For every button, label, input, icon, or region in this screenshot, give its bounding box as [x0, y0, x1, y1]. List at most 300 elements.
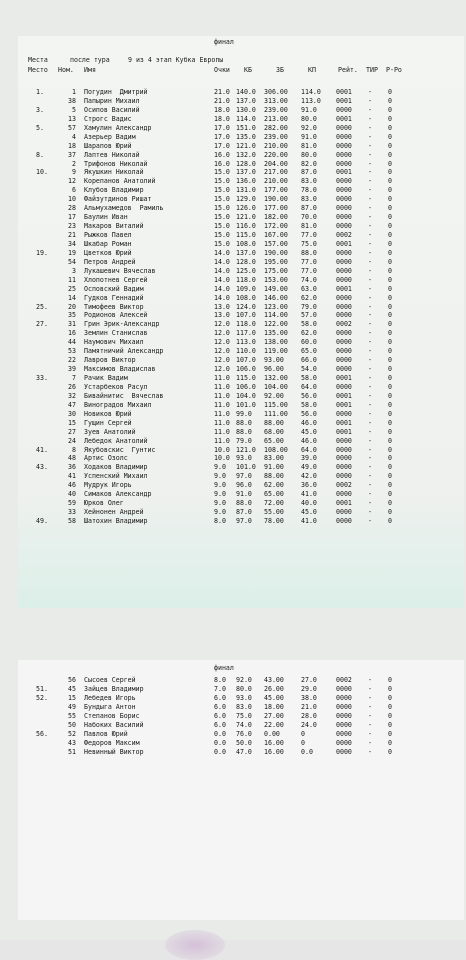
cell-name: Лебедок Анатолий: [84, 436, 148, 445]
cell-name: Корепанов Анатолий: [84, 177, 156, 186]
cell-rating: 0000: [336, 720, 352, 729]
cell-rr: 0: [388, 436, 392, 445]
cell-points: 15.0: [214, 213, 230, 222]
cell-points: 15.0: [214, 195, 230, 204]
place-col-header: Место: [28, 66, 48, 74]
background-blur: [165, 930, 225, 960]
cell-tir: -: [368, 195, 372, 204]
cell-rr: 0: [388, 702, 392, 711]
table-row: [18, 311, 464, 320]
cell-tir: -: [368, 204, 372, 213]
table-row: [18, 267, 464, 276]
cell-rating: 0000: [336, 702, 352, 711]
cell-rating: 0000: [336, 747, 352, 756]
cell-kp: 58.0: [301, 400, 317, 409]
cell-rr: 0: [388, 365, 392, 374]
cell-kp: 63.0: [301, 284, 317, 293]
cell-kb: 137.0: [236, 96, 256, 105]
cell-zb: 313.00: [264, 96, 288, 105]
cell-rr: 0: [388, 88, 392, 96]
cell-rr: 0: [388, 248, 392, 257]
cell-tir: -: [368, 239, 372, 248]
cell-zb: 167.00: [264, 231, 288, 239]
cell-kp: 36.0: [301, 481, 317, 490]
cell-kb: 129.0: [236, 195, 256, 204]
cell-kb: 88.0: [236, 427, 252, 436]
cell-kb: 50.0: [236, 738, 252, 747]
table-row: [18, 329, 464, 338]
cell-kp: 114.0: [301, 88, 321, 96]
table-row: [18, 392, 464, 401]
cell-rr: 0: [388, 738, 392, 747]
cell-tir: -: [368, 231, 372, 239]
cell-rr: 0: [388, 186, 392, 195]
cell-zb: 175.00: [264, 266, 288, 275]
cell-rating: 0000: [336, 338, 352, 347]
cell-rr: 0: [388, 275, 392, 284]
table-row: [18, 365, 464, 374]
cell-zb: 114.00: [264, 311, 288, 320]
cell-rr: 0: [388, 676, 392, 684]
cell-points: 16.0: [214, 150, 230, 159]
cell-rating: 0000: [336, 213, 352, 222]
cell-kp: 74.0: [301, 275, 317, 284]
cell-points: 12.0: [214, 338, 230, 347]
cell-kb: 101.0: [236, 463, 256, 472]
cell-zb: 306.00: [264, 88, 288, 96]
cell-points: 15.0: [214, 204, 230, 213]
cell-number: 44: [68, 338, 76, 347]
cell-rating: 0000: [336, 177, 352, 186]
cell-kb: 76.0: [236, 729, 252, 738]
table-row: [18, 472, 464, 481]
cell-zb: 92.00: [264, 391, 284, 400]
cell-kp: 65.0: [301, 347, 317, 356]
cell-number: 31: [68, 320, 76, 329]
cell-kp: 80.0: [301, 114, 317, 123]
cell-rating: 0001: [336, 391, 352, 400]
table-row: [18, 347, 464, 356]
cell-number: 4: [72, 132, 76, 141]
cell-rating: 0000: [336, 105, 352, 114]
cell-name: Родионов Алексей: [84, 311, 148, 320]
cell-points: 6.0: [214, 711, 226, 720]
cell-rating: 0000: [336, 356, 352, 365]
cell-points: 21.0: [214, 88, 230, 96]
cell-tir: -: [368, 284, 372, 293]
cell-kb: 128.0: [236, 159, 256, 168]
cell-rr: 0: [388, 684, 392, 693]
cell-tir: -: [368, 463, 372, 472]
cell-rr: 0: [388, 266, 392, 275]
cell-rating: 0001: [336, 374, 352, 382]
cell-place: 3.: [36, 105, 44, 114]
table-row: [18, 124, 464, 133]
cell-place: 27.: [36, 320, 48, 329]
cell-points: 15.0: [214, 231, 230, 239]
cell-rr: 0: [388, 114, 392, 123]
cell-number: 27: [68, 427, 76, 436]
cell-kb: 107.0: [236, 356, 256, 365]
cell-kb: 130.0: [236, 105, 256, 114]
cell-number: 19: [68, 248, 76, 257]
cell-kb: 126.0: [236, 204, 256, 213]
cell-kp: 62.0: [301, 293, 317, 302]
table-row: [18, 730, 464, 739]
cell-number: 22: [68, 356, 76, 365]
cell-place: 1.: [36, 88, 44, 96]
cell-rating: 0000: [336, 123, 352, 132]
cell-kb: 116.0: [236, 222, 256, 231]
cell-number: 26: [68, 382, 76, 391]
cell-place: 43.: [36, 463, 48, 472]
cell-name: Гудков Геннадий: [84, 293, 144, 302]
cell-number: 8: [72, 445, 76, 454]
cell-zb: 22.00: [264, 720, 284, 729]
cell-number: 43: [68, 738, 76, 747]
cell-rating: 0000: [336, 684, 352, 693]
table-row: [18, 97, 464, 106]
cell-rating: 0000: [336, 222, 352, 231]
cell-kb: 128.0: [236, 257, 256, 266]
cell-rr: 0: [388, 499, 392, 508]
cell-number: 15: [68, 418, 76, 427]
cell-zb: 115.00: [264, 400, 288, 409]
cell-tir: -: [368, 684, 372, 693]
cell-number: 39: [68, 365, 76, 374]
table-row: [18, 463, 464, 472]
cell-number: 15: [68, 693, 76, 702]
cell-number: 56: [68, 676, 76, 684]
cell-kb: 132.0: [236, 150, 256, 159]
cell-points: 11.0: [214, 436, 230, 445]
cell-name: Набоких Василий: [84, 720, 144, 729]
cell-points: 14.0: [214, 248, 230, 257]
cell-rating: 0001: [336, 499, 352, 508]
cell-tir: -: [368, 374, 372, 382]
cell-name: Лаптев Николай: [84, 150, 140, 159]
cell-rr: 0: [388, 195, 392, 204]
cell-points: 11.0: [214, 409, 230, 418]
cell-kp: 39.0: [301, 454, 317, 463]
cell-rr: 0: [388, 105, 392, 114]
cell-kb: 91.0: [236, 490, 252, 499]
cell-number: 55: [68, 711, 76, 720]
cell-kb: 121.0: [236, 445, 256, 454]
cell-zb: 190.00: [264, 195, 288, 204]
cell-points: 10.0: [214, 454, 230, 463]
cell-rr: 0: [388, 418, 392, 427]
cell-points: 12.0: [214, 347, 230, 356]
cell-zb: 220.00: [264, 150, 288, 159]
cell-kb: 135.0: [236, 132, 256, 141]
cell-points: 6.0: [214, 720, 226, 729]
cell-tir: -: [368, 747, 372, 756]
cell-name: Погудин Дмитрий: [84, 88, 148, 96]
cell-tir: -: [368, 347, 372, 356]
cell-points: 13.0: [214, 311, 230, 320]
cell-tir: -: [368, 141, 372, 150]
cell-points: 12.0: [214, 356, 230, 365]
cell-kp: 113.0: [301, 96, 321, 105]
cell-kp: 38.0: [301, 693, 317, 702]
cell-number: 24: [68, 436, 76, 445]
cell-zb: 190.00: [264, 248, 288, 257]
cell-tir: -: [368, 114, 372, 123]
cell-rating: 0000: [336, 365, 352, 374]
cell-tir: -: [368, 382, 372, 391]
cell-zb: 96.00: [264, 365, 284, 374]
cell-points: 18.0: [214, 105, 230, 114]
cell-place: 52.: [36, 693, 48, 702]
cell-rating: 0000: [336, 409, 352, 418]
cell-kp: 29.0: [301, 684, 317, 693]
cell-place: 33.: [36, 374, 48, 382]
cell-tir: -: [368, 320, 372, 329]
cell-rating: 0001: [336, 88, 352, 96]
cell-number: 51: [68, 747, 76, 756]
cell-zb: 91.00: [264, 463, 284, 472]
cell-tir: -: [368, 517, 372, 525]
table-row: [18, 685, 464, 694]
cell-name: Новиков Юрий: [84, 409, 132, 418]
table-row: [18, 186, 464, 195]
cell-points: 8.0: [214, 676, 226, 684]
cell-points: 12.0: [214, 329, 230, 338]
cell-tir: -: [368, 356, 372, 365]
cell-name: Трифонов Николай: [84, 159, 148, 168]
cell-name: Симаков Александр: [84, 490, 152, 499]
cell-name: Зуев Анатолий: [84, 427, 136, 436]
cell-tir: -: [368, 436, 372, 445]
cell-tir: -: [368, 123, 372, 132]
cell-kp: 64.0: [301, 445, 317, 454]
cell-points: 9.0: [214, 490, 226, 499]
cell-kp: 64.0: [301, 382, 317, 391]
cell-kp: 78.0: [301, 186, 317, 195]
table-row: [18, 88, 464, 97]
cell-kb: 79.0: [236, 436, 252, 445]
cell-name: Якушкин Николай: [84, 168, 144, 177]
cell-rr: 0: [388, 257, 392, 266]
cell-zb: 65.00: [264, 490, 284, 499]
cell-tir: -: [368, 311, 372, 320]
cell-name: Клубов Владимир: [84, 186, 144, 195]
cell-zb: 104.00: [264, 382, 288, 391]
cell-rating: 0000: [336, 508, 352, 517]
cell-zb: 182.00: [264, 213, 288, 222]
cell-kp: 57.0: [301, 311, 317, 320]
cell-name: Успенский Михаил: [84, 472, 148, 481]
cell-kb: 151.0: [236, 123, 256, 132]
cell-name: Памятничий Александр: [84, 347, 164, 356]
cell-kp: 91.0: [301, 105, 317, 114]
cell-rating: 0000: [336, 159, 352, 168]
cell-points: 7.0: [214, 684, 226, 693]
table-row: [18, 195, 464, 204]
cell-zb: 132.00: [264, 374, 288, 382]
cell-number: 36: [68, 463, 76, 472]
cell-zb: 122.00: [264, 320, 288, 329]
cell-name: Лебедев Игорь: [84, 693, 136, 702]
cell-rr: 0: [388, 454, 392, 463]
cell-number: 53: [68, 347, 76, 356]
cell-rating: 0002: [336, 231, 352, 239]
cell-points: 14.0: [214, 284, 230, 293]
cell-tir: -: [368, 729, 372, 738]
table-row: [18, 177, 464, 186]
cell-tir: -: [368, 177, 372, 186]
cell-number: 7: [72, 374, 76, 382]
cell-kp: 81.0: [301, 141, 317, 150]
results-page-1: [18, 36, 464, 608]
cell-zb: 146.00: [264, 293, 288, 302]
table-row: [18, 231, 464, 240]
cell-number: 21: [68, 231, 76, 239]
cell-number: 14: [68, 293, 76, 302]
cell-kb: 136.0: [236, 177, 256, 186]
cell-rating: 0002: [336, 481, 352, 490]
cell-rating: 0000: [336, 248, 352, 257]
cell-kb: 87.0: [236, 508, 252, 517]
cell-kp: 45.0: [301, 427, 317, 436]
cell-tir: -: [368, 213, 372, 222]
rating-col-header: Рейт.: [338, 66, 358, 74]
cell-points: 17.0: [214, 123, 230, 132]
cell-tir: -: [368, 693, 372, 702]
cell-number: 37: [68, 150, 76, 159]
cell-tir: -: [368, 186, 372, 195]
cell-rating: 0000: [336, 257, 352, 266]
cell-rr: 0: [388, 747, 392, 756]
cell-name: Азерьер Вадим: [84, 132, 136, 141]
cell-place: 10.: [36, 168, 48, 177]
cell-rating: 0000: [336, 445, 352, 454]
cell-rr: 0: [388, 720, 392, 729]
cell-points: 11.0: [214, 391, 230, 400]
cell-name: Юрков Олег: [84, 499, 124, 508]
cell-rating: 0000: [336, 302, 352, 311]
cell-place: 56.: [36, 729, 48, 738]
cell-number: 10: [68, 195, 76, 204]
cell-rr: 0: [388, 517, 392, 525]
cell-points: 15.0: [214, 222, 230, 231]
cell-name: Бундыга Антон: [84, 702, 136, 711]
cell-kb: 121.0: [236, 141, 256, 150]
cell-number: 6: [72, 186, 76, 195]
cell-name: Павлов Юрий: [84, 729, 128, 738]
cell-rating: 0000: [336, 463, 352, 472]
cell-rating: 0001: [336, 114, 352, 123]
cell-number: 16: [68, 329, 76, 338]
cell-kp: 27.0: [301, 676, 317, 684]
table-row: [18, 356, 464, 365]
kp-col-header: КП: [308, 66, 316, 74]
cell-zb: 149.00: [264, 284, 288, 293]
cell-name: Хейнонен Андрей: [84, 508, 144, 517]
cell-points: 12.0: [214, 320, 230, 329]
cell-zb: 239.00: [264, 105, 288, 114]
cell-zb: 62.00: [264, 481, 284, 490]
after-round-label: после тура: [70, 56, 110, 64]
cell-kp: 0: [301, 729, 305, 738]
cell-points: 8.0: [214, 517, 226, 525]
cell-rr: 0: [388, 177, 392, 186]
cell-rating: 0000: [336, 186, 352, 195]
cell-rr: 0: [388, 445, 392, 454]
cell-kp: 56.0: [301, 391, 317, 400]
cell-points: 13.0: [214, 302, 230, 311]
cell-tir: -: [368, 738, 372, 747]
cell-rating: 0001: [336, 96, 352, 105]
cell-kb: 104.0: [236, 391, 256, 400]
cell-kp: 83.0: [301, 195, 317, 204]
cell-tir: -: [368, 427, 372, 436]
cell-rr: 0: [388, 729, 392, 738]
table-row: [18, 694, 464, 703]
table-surface: [0, 940, 466, 960]
cell-rating: 0000: [336, 693, 352, 702]
cell-kp: 79.0: [301, 302, 317, 311]
cell-points: 10.0: [214, 445, 230, 454]
cell-kp: 46.0: [301, 436, 317, 445]
cell-kp: 28.0: [301, 711, 317, 720]
table-row: [18, 168, 464, 177]
table-row: [18, 454, 464, 463]
cell-points: 16.0: [214, 159, 230, 168]
cell-tir: -: [368, 481, 372, 490]
cell-rating: 0000: [336, 517, 352, 525]
cell-kp: 60.0: [301, 338, 317, 347]
table-row: [18, 517, 464, 526]
cell-number: 54: [68, 257, 76, 266]
cell-zb: 55.00: [264, 508, 284, 517]
name-col-header: Имя: [84, 66, 96, 74]
cell-kb: 110.0: [236, 347, 256, 356]
cell-points: 11.0: [214, 382, 230, 391]
cell-number: 58: [68, 517, 76, 525]
cell-tir: -: [368, 275, 372, 284]
table-row: [18, 115, 464, 124]
cell-rr: 0: [388, 320, 392, 329]
cell-place: 19.: [36, 248, 48, 257]
cell-rating: 0000: [336, 711, 352, 720]
cell-number: 3: [72, 266, 76, 275]
cell-zb: 93.00: [264, 356, 284, 365]
table-row: [18, 142, 464, 151]
cell-points: 15.0: [214, 186, 230, 195]
cell-tir: -: [368, 676, 372, 684]
cell-place: 25.: [36, 302, 48, 311]
cell-rr: 0: [388, 204, 392, 213]
cell-kp: 75.0: [301, 239, 317, 248]
cell-rating: 0000: [336, 738, 352, 747]
cell-kb: 108.0: [236, 293, 256, 302]
cell-number: 13: [68, 114, 76, 123]
table-row: [18, 249, 464, 258]
cell-rating: 0000: [336, 150, 352, 159]
cell-name: Артис Озолс: [84, 454, 128, 463]
cell-tir: -: [368, 445, 372, 454]
cell-rating: 0000: [336, 329, 352, 338]
cell-kb: 92.0: [236, 676, 252, 684]
table-row: [18, 204, 464, 213]
cell-rating: 0000: [336, 436, 352, 445]
cell-rr: 0: [388, 472, 392, 481]
cell-points: 12.0: [214, 365, 230, 374]
cell-zb: 157.00: [264, 239, 288, 248]
cell-kb: 93.0: [236, 693, 252, 702]
